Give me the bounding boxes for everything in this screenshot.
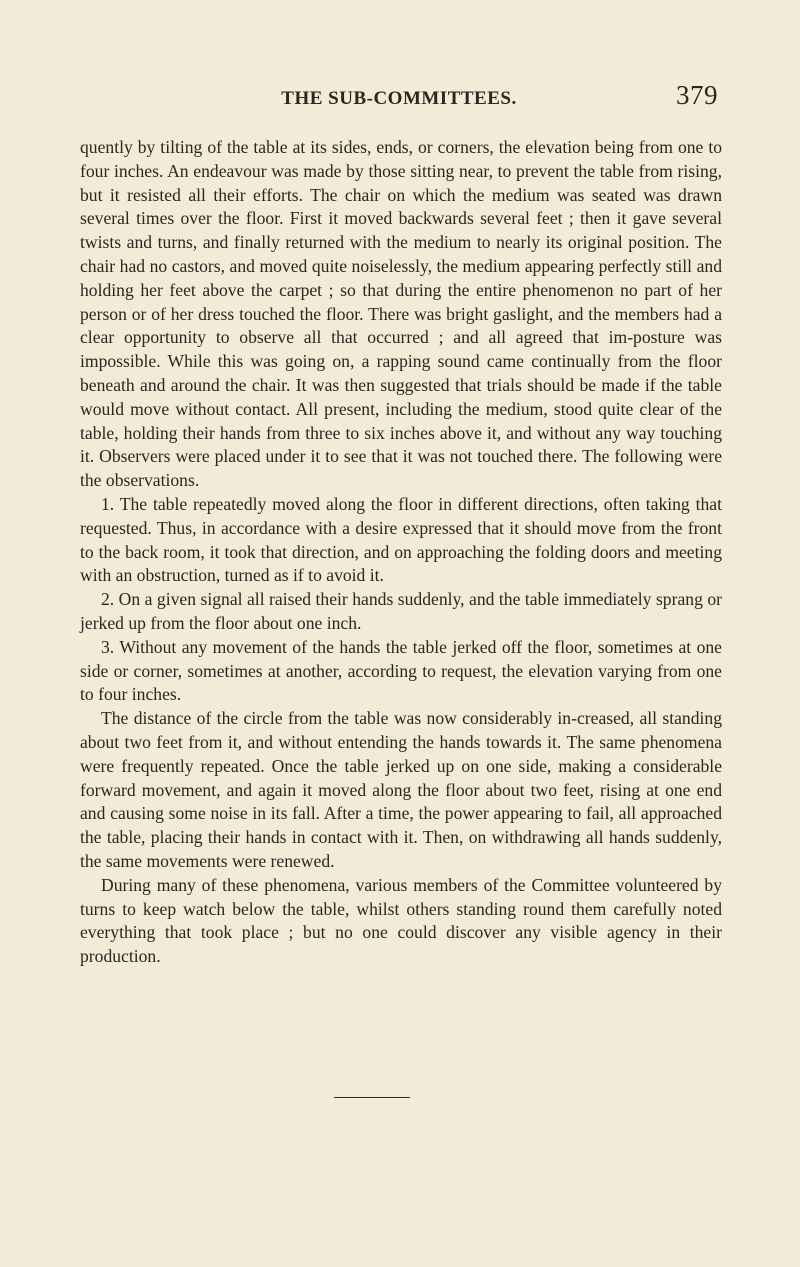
paragraph-committee-watch: During many of these phenomena, various members of the Committee volunteered by turns to keep watch below the table, whilst others standing round them carefully noted everything that took place ; but no one could discover any visible agency in their production.	[80, 874, 722, 967]
footer-rule	[334, 1097, 410, 1098]
paragraph-continued: quently by tilting of the table at its sides, ends, or corners, the elevation being from one to four inches. An endeavour was made by those sitting near, to prevent the table from rising, but it resisted all their efforts. The chair on which the medium was seated was drawn several times over the floor. First it moved backwards several feet ; then it gave several twists and turns, and finally returned with the medium to nearly its original position. The chair had no castors, and moved quite noiselessly, the medium appearing perfectly still and holding her feet above the carpet ; so that during the entire phenomenon no part of her person or of her dress touched the floor. There was bright gaslight, and the members had a clear opportunity to observe all that occurred ; and all agreed that im-posture was impossible. While this was going on, a rapping sound came continually from the floor beneath and around the chair. It was then suggested that trials should be made if the table would move without contact. All present, including the medium, stood quite clear of the table, holding their hands from three to six inches above it, and without any way touching it. Observers were placed under it to see that it was not touched there. The following were the observations.	[80, 137, 722, 491]
paragraph-observation-2: 2. On a given signal all raised their hands suddenly, and the table immediately sprang or jerked up from the floor about one inch.	[80, 589, 722, 633]
page-header	[80, 74, 718, 114]
running-head: THE SUB-COMMITTEES.	[281, 88, 517, 109]
paragraph-circle-distance: The distance of the circle from the table was now considerably in-creased, all standing about two feet from it, and without entending the hands towards it. The same phenomena were frequently repeated. Once the table jerked up on one side, making a considerable forward movement, and again it moved along the floor about two feet, rising at one end and causing some noise in its fall. After a time, the power appearing to fail, all approached the table, placing their hands in contact with it. Then, on withdrawing all hands suddenly, the same movements were renewed.	[80, 708, 722, 871]
body-text	[80, 136, 722, 969]
page-number: 379	[676, 80, 718, 110]
paragraph-observation-1: 1. The table repeatedly moved along the floor in different directions, often taking that requested. Thus, in accordance with a desire expressed that it should move from the front to the back room, it took that direction, and on approaching the folding doors and meeting with an obstruction, turned as if to avoid it.	[80, 493, 722, 586]
paragraph-observation-3: 3. Without any movement of the hands the table jerked off the floor, sometimes at one side or corner, sometimes at another, according to request, the elevation varying from one to four inches.	[80, 636, 722, 705]
